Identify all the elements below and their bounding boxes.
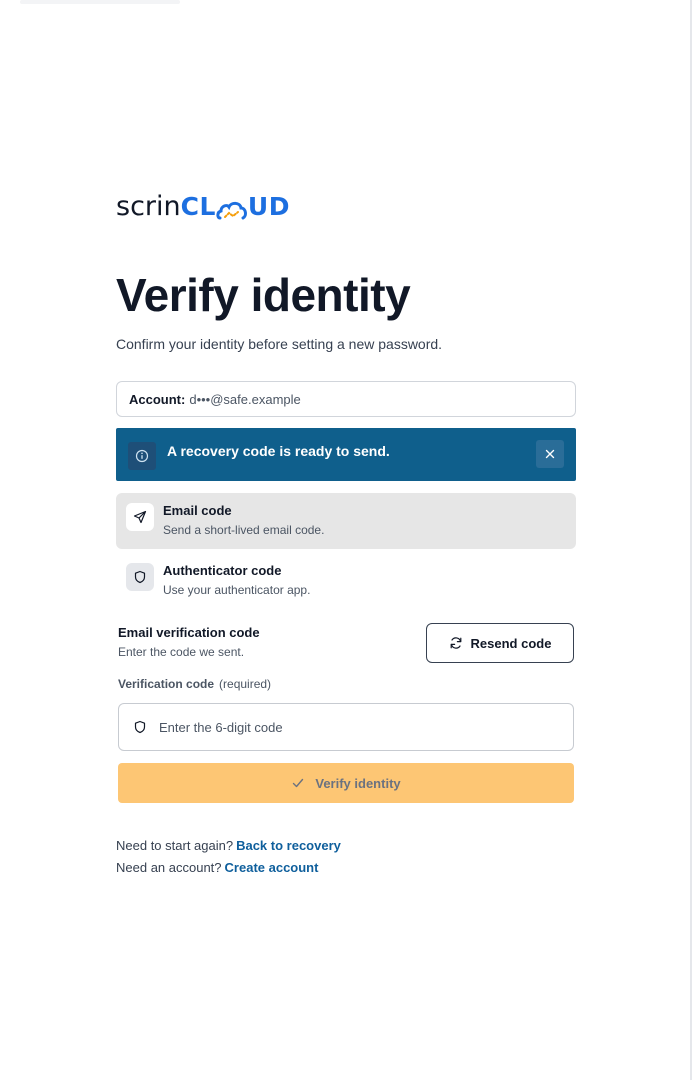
field-label-text: Verification code [118, 677, 215, 691]
info-alert [116, 428, 576, 481]
back-to-recovery-link[interactable]: Back to recovery [236, 838, 341, 853]
refresh-icon [449, 636, 463, 650]
footer-text: Need an account? [116, 860, 222, 875]
method-option-authenticator[interactable] [116, 553, 576, 609]
code-section-title: Email verification code [118, 625, 260, 640]
shield-icon [126, 563, 154, 591]
logo-text-ud: UD [247, 192, 290, 221]
footer-text: Need to start again? [116, 838, 234, 853]
send-icon [126, 503, 154, 531]
method-description: Use your authenticator app. [163, 583, 311, 597]
logo-text-cloud [181, 194, 290, 220]
page-subtitle: Confirm your identity before setting a new password. [116, 336, 443, 352]
code-section-description: Enter the code we sent. [118, 645, 245, 659]
footer-account-line [116, 860, 318, 875]
cloud-logo-icon [216, 198, 248, 220]
verification-code-input[interactable] [159, 704, 559, 750]
check-icon [291, 776, 305, 790]
close-icon[interactable] [536, 440, 564, 468]
top-decoration [20, 0, 180, 4]
resend-code-label: Resend code [470, 635, 552, 651]
method-title: Email code [163, 503, 232, 518]
logo-text-scrin: scrin [116, 191, 181, 222]
page-title: Verify identity [116, 269, 411, 321]
footer-recovery-line [116, 838, 341, 853]
method-option-email[interactable] [116, 493, 576, 549]
logo-text-cl: CL [180, 192, 216, 221]
shield-icon [133, 720, 147, 739]
verification-code-field[interactable] [118, 703, 574, 751]
verify-identity-label: Verify identity [315, 775, 401, 791]
account-label: Account: [129, 391, 186, 407]
verify-identity-button[interactable] [118, 763, 574, 803]
alert-message: A recovery code is ready to send. [167, 443, 390, 459]
info-icon [128, 442, 156, 470]
create-account-link[interactable]: Create account [224, 860, 319, 875]
resend-code-button[interactable] [426, 623, 574, 663]
method-title: Authenticator code [163, 563, 282, 578]
method-description: Send a short-lived email code. [163, 523, 325, 537]
required-indicator: (required) [219, 677, 272, 691]
account-display [116, 381, 576, 417]
brand-logo [116, 192, 290, 220]
verification-code-label [118, 677, 271, 691]
account-value: d•••@safe.example [189, 391, 301, 407]
